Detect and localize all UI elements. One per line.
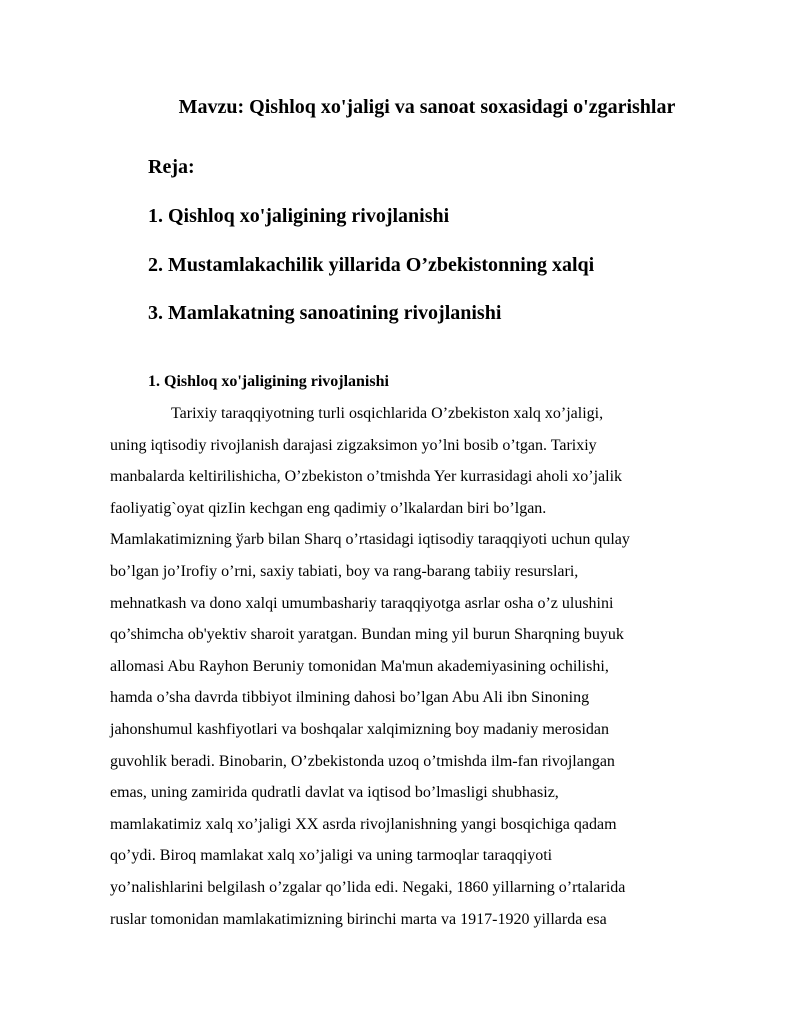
paragraph-line: faoliyatig`oyat qizIin kechgan eng qadimiy o’lkalardan biri bo’lgan. — [110, 499, 547, 517]
section-heading: 1. Qishloq xo'jaligining rivojlanishi — [148, 373, 389, 390]
paragraph-line: mamlakatimiz xalq xo’jaligi XX asrda rivojlanishning yangi bosqichiga qadam — [110, 815, 617, 833]
paragraph-line: qo’ydi. Biroq mamlakat xalq xo’jaligi va uning tarmoqlar taraqqiyoti — [110, 847, 553, 865]
paragraph-line: manbalarda keltirilishicha, O’zbekiston o’tmishda Yer kurrasidagi aholi xo’jalik — [110, 468, 623, 486]
paragraph-line: bo’lgan jo’Irofiy o’rni, saxiy tabiati, boy va rang-barang tabiiy resurslari, — [110, 562, 579, 580]
paragraph-line: Tarixiy taraqqiyotning turli osqichlarida O’zbekiston xalq xo’jaligi, — [171, 405, 604, 422]
plan-item: 1. Qishloq xo'jaligining rivojlanishi — [148, 205, 450, 227]
paragraph-line: uning iqtisodiy rivojlanish darajasi zigzaksimon yo’lni bosib o’tgan. Tarixiy — [110, 436, 597, 454]
plan-heading: Reja: — [148, 156, 195, 178]
document-title: Mavzu: Qishloq xo'jaligi va sanoat soxasidagi o'zgarishlar — [178, 96, 676, 118]
paragraph-line: allomasi Abu Rayhon Beruniy tomonidan Ma'mun akademiyasining ochilishi, — [110, 657, 609, 675]
paragraph-line: Mamlakatimizning ўarb bilan Sharq o’rtasidagi iqtisodiy taraqqiyoti uchun qulay — [110, 531, 630, 549]
plan-item: 2. Mustamlakachilik yillarida O’zbekistonning xalqi — [148, 254, 595, 276]
paragraph-line: ruslar tomonidan mamlakatimizning birinchi marta va 1917-1920 yillarda esa — [110, 910, 607, 928]
body-paragraph — [110, 403, 710, 940]
plan-item: 3. Mamlakatning sanoatining rivojlanishi — [148, 302, 502, 324]
paragraph-line: guvohlik beradi. Binobarin, O’zbekistonda uzoq o’tmishda ilm-fan rivojlangan — [110, 752, 615, 770]
paragraph-line: hamda o’sha davrda tibbiyot ilmining dahosi bo’lgan Abu Ali ibn Sinoning — [110, 689, 590, 707]
paragraph-line: qo’shimcha ob'yektiv sharoit yaratgan. Bundan ming yil burun Sharqning buyuk — [110, 626, 624, 644]
paragraph-line: yo’nalishlarini belgilash o’zgalar qo’lida edi. Negaki, 1860 yillarning o’rtalarida — [110, 878, 626, 896]
paragraph-line: emas, uning zamirida qudratli davlat va iqtisod bo’lmasligi shubhasiz, — [110, 784, 559, 802]
paragraph-line: jahonshumul kashfiyotlari va boshqalar xalqimizning boy madaniy merosidan — [110, 720, 610, 738]
paragraph-line: mehnatkash va dono xalqi umumbashariy taraqqiyotga asrlar osha o’z ulushini — [110, 594, 614, 612]
